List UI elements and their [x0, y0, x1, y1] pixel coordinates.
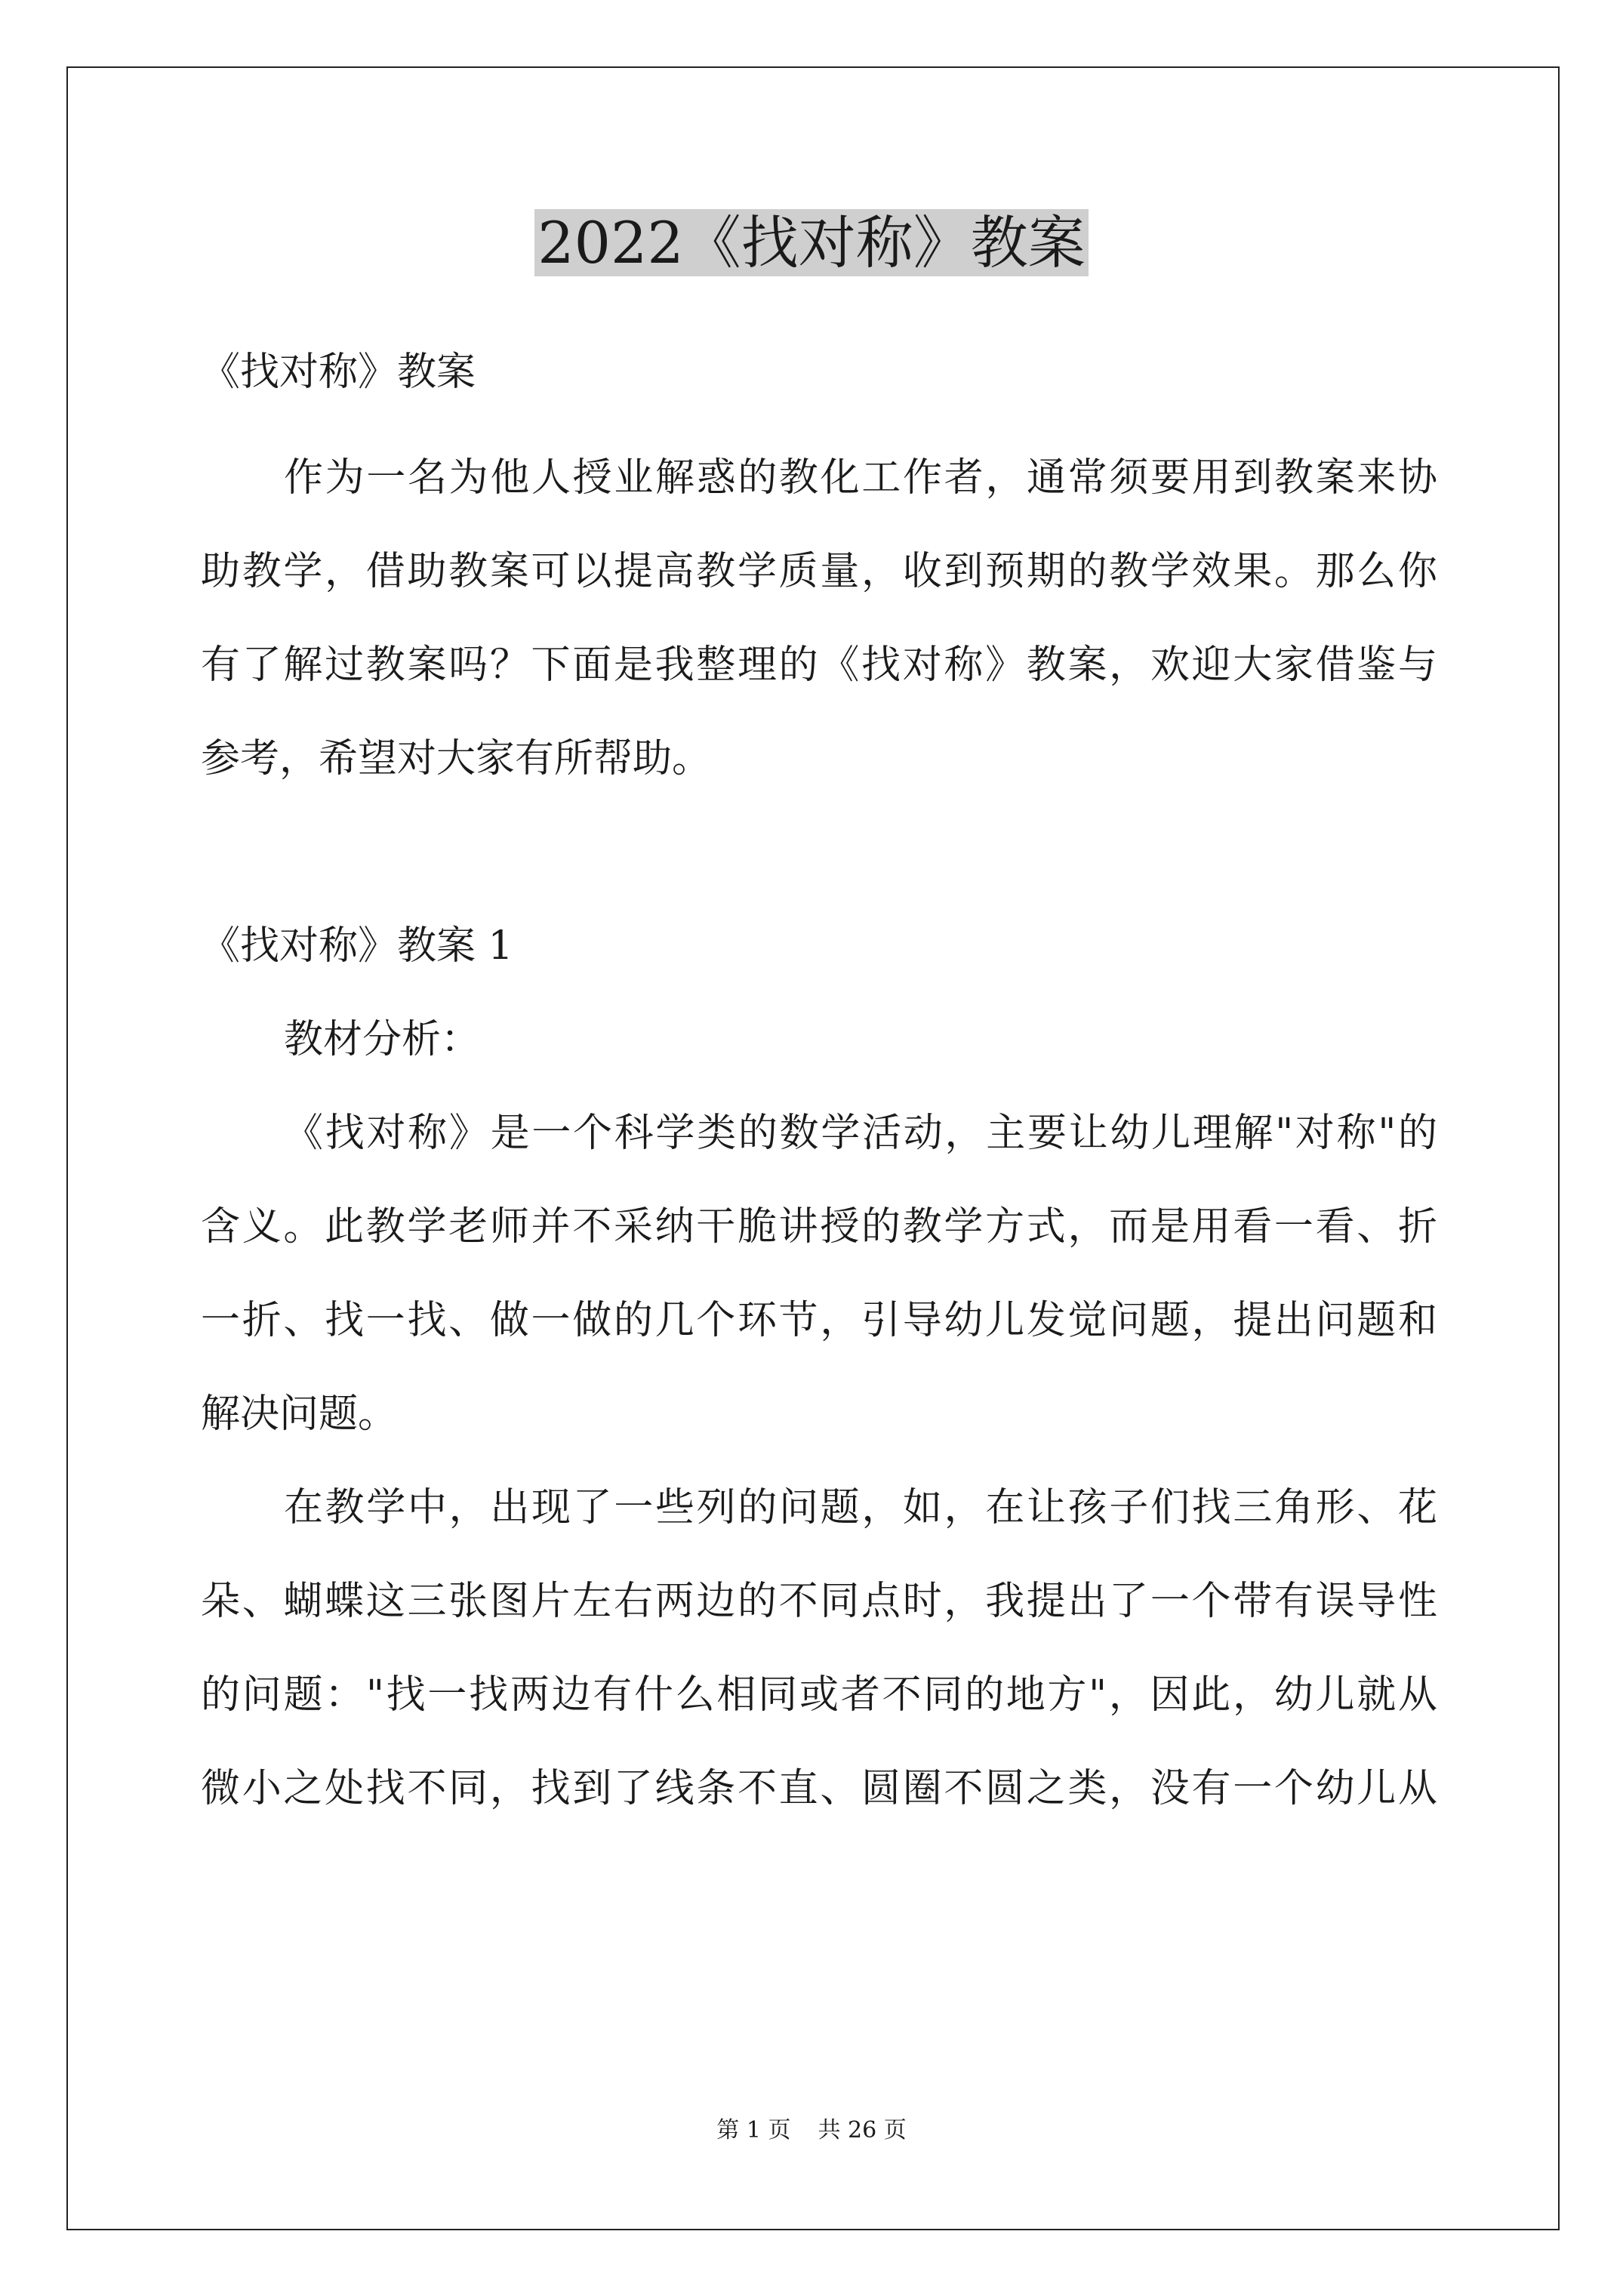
paragraph-line: 助教学，借助教案可以提高教学质量，收到预期的教学效果。那么你: [201, 549, 1437, 594]
paragraph-line: 《找对称》是一个科学类的数学活动，主要让幼儿理解"对称"的: [284, 1111, 1437, 1156]
paragraph-line: 的问题："找一找两边有什么相同或者不同的地方"，因此，幼儿就从: [201, 1672, 1437, 1718]
paragraph-line: 作为一名为他人授业解惑的教化工作者，通常须要用到教案来协: [284, 455, 1437, 501]
subheading-line: 教材分析：: [284, 1017, 481, 1062]
paragraph-line: 朵、蝴蝶这三张图片左右两边的不同点时，我提出了一个带有误导性: [201, 1579, 1437, 1624]
document-title-text: 2022《找对称》教案: [534, 209, 1088, 276]
section-heading: 《找对称》教案 1: [201, 923, 513, 969]
paragraph-line: 含义。此教学老师并不采纳干脆讲授的教学方式，而是用看一看、折: [201, 1204, 1437, 1250]
paragraph-line: 有了解过教案吗？下面是我整理的《找对称》教案，欢迎大家借鉴与: [201, 643, 1437, 688]
paragraph-line: 在教学中，出现了一些列的问题，如，在让孩子们找三角形、花: [284, 1485, 1437, 1530]
paragraph-line: 解决问题。: [201, 1391, 398, 1437]
heading-line: 《找对称》教案: [201, 350, 476, 395]
page-footer: [0, 2116, 1623, 2146]
document-title: [0, 205, 1623, 281]
page-total: 共 26 页: [818, 2117, 907, 2143]
paragraph-line: 一折、找一找、做一做的几个环节，引导幼儿发觉问题，提出问题和: [201, 1298, 1437, 1343]
paragraph-line: 微小之处找不同，找到了线条不直、圆圈不圆之类，没有一个幼儿从: [201, 1766, 1437, 1811]
paragraph-line: 参考，希望对大家有所帮助。: [201, 736, 712, 781]
page-number: 第 1 页: [716, 2117, 791, 2143]
